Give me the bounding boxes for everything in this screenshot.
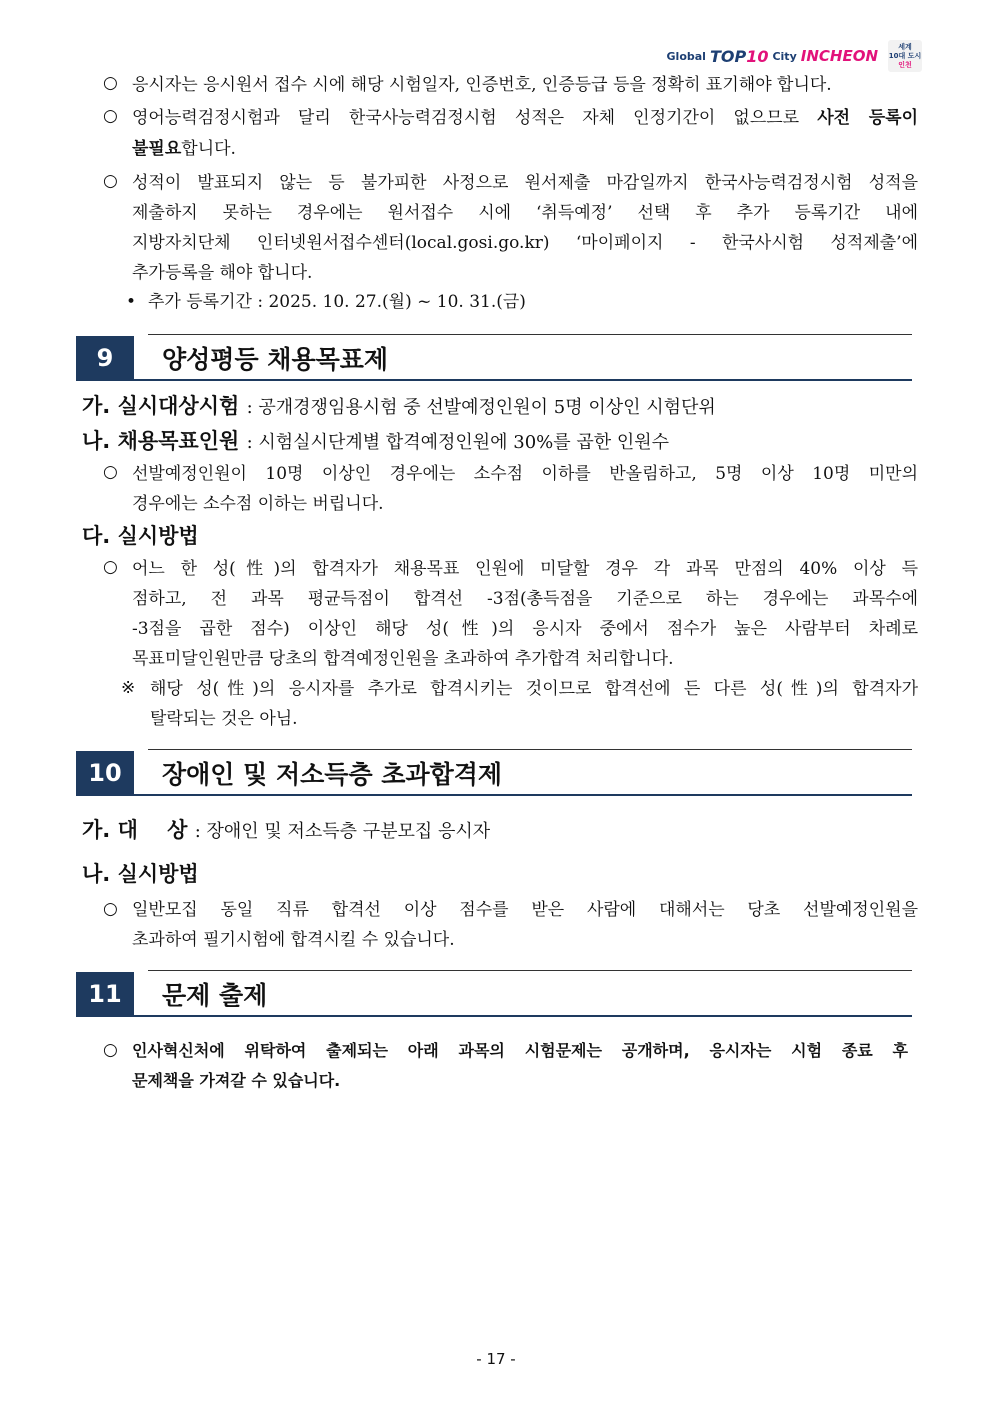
section-10-top-rule bbox=[148, 749, 912, 750]
bullet-circle: ○ bbox=[103, 1040, 118, 1060]
logo-top10-text: TOP10 bbox=[709, 46, 769, 66]
section-10-item-a: 가. 대 상 : 장애인 및 저소득층 구분모집 응시자 bbox=[82, 818, 491, 842]
intro-paragraph-3-line1: 성적이 발표되지 않는 등 불가피한 사정으로 원서제출 마감일까지 한국사능력검정시험 성적을 bbox=[132, 173, 918, 193]
bullet-circle: ○ bbox=[103, 557, 118, 577]
section-9-item-b-note-line1: 선발예정인원이 10명 이상인 경우에는 소수점 이하를 반올림하고, 5명 이상 10명 미만의 bbox=[132, 464, 918, 484]
logo-city-text: City bbox=[772, 49, 797, 63]
bullet-circle: ○ bbox=[103, 106, 118, 126]
section-9-top-rule bbox=[148, 334, 912, 335]
section-10-item-b: 나. 실시방법 bbox=[82, 862, 199, 886]
section-9-item-c: 다. 실시방법 bbox=[82, 524, 199, 548]
section-9-item-c-line3: -3점을 곱한 점수) 이상인 해당 성(性)의 응시자 중에서 점수가 높은 사람부터 차례로 bbox=[132, 619, 918, 639]
section-10-title: 장애인 및 저소득층 초과합격제 bbox=[162, 760, 503, 789]
section-9-note-line2: 탈락되는 것은 아님. bbox=[150, 709, 298, 729]
section-11-bottom-rule bbox=[76, 1015, 912, 1017]
intro-paragraph-3-line4: 추가등록을 해야 합니다. bbox=[132, 263, 313, 283]
intro-paragraph-1: 응시자는 응시원서 접수 시에 해당 시험일자, 인증번호, 인증등급 등을 정확히 표기해야 합니다. bbox=[132, 75, 832, 95]
section-9-item-c-line4: 목표미달인원만큼 당초의 합격예정인원을 초과하여 추가합격 처리합니다. bbox=[132, 649, 674, 669]
section-9-bottom-rule bbox=[76, 379, 912, 381]
intro-paragraph-2-line2: 불필요합니다. bbox=[132, 139, 236, 159]
section-9-item-a: 가. 실시대상시험 : 공개경쟁임용시험 중 선발예정인원이 5명 이상인 시험단위 bbox=[82, 394, 716, 418]
logo-badge: 세계 10대 도시 인천 bbox=[888, 40, 922, 72]
section-9-item-c-line1: 어느 한 성(性)의 합격자가 채용목표 인원에 미달할 경우 각 과목 만점의 40% 이상 득 bbox=[132, 559, 918, 579]
section-9-note-line1: 해당 성(性)의 응시자를 추가로 합격시키는 것이므로 합격선에 든 다른 성(性)의 합격자가 bbox=[150, 679, 918, 699]
header-logo bbox=[667, 40, 922, 72]
section-11-paragraph-line1: 인사혁신처에 위탁하여 출제되는 아래 과목의 시험문제는 공개하며, 응시자는 시험 종료 후 bbox=[132, 1041, 908, 1060]
bullet-circle: ○ bbox=[103, 171, 118, 191]
section-10-item-b-line1: 일반모집 동일 직류 합격선 이상 점수를 받은 사람에 대해서는 당초 선발예정인원을 bbox=[132, 900, 918, 920]
bullet-circle: ○ bbox=[103, 73, 118, 93]
logo-global-text: Global bbox=[666, 49, 706, 63]
bullet-circle: ○ bbox=[103, 899, 118, 919]
page-number: - 17 - bbox=[476, 1350, 516, 1368]
bullet-dot: • bbox=[126, 292, 137, 312]
section-9-item-b: 나. 채용목표인원 : 시험실시단계별 합격예정인원에 30%를 곱한 인원수 bbox=[82, 429, 670, 453]
logo-incheon-text: INCHEON bbox=[800, 47, 878, 65]
section-10-bottom-rule bbox=[76, 794, 912, 796]
section-9-title: 양성평등 채용목표제 bbox=[162, 345, 389, 374]
intro-paragraph-3-line2: 제출하지 못하는 경우에는 원서접수 시에 ‘취득예정’ 선택 후 추가 등록기간 내에 bbox=[132, 203, 918, 223]
intro-paragraph-3-line3: 지방자치단체 인터넷원서접수센터(local.gosi.go.kr) ‘마이페이지 - 한국사시험 성적제출’에 bbox=[132, 233, 918, 253]
section-11-title: 문제 출제 bbox=[162, 981, 268, 1010]
section-11-paragraph-line2: 문제책을 가져갈 수 있습니다. bbox=[132, 1071, 341, 1090]
section-10-number: 10 bbox=[76, 751, 134, 795]
note-mark: ※ bbox=[121, 678, 136, 698]
intro-registration-period: 추가 등록기간 : 2025. 10. 27.(월) ~ 10. 31.(금) bbox=[148, 292, 526, 312]
intro-paragraph-2-line1: 영어능력검정시험과 달리 한국사능력검정시험 성적은 자체 인정기간이 없으므로 사전 등록이 bbox=[132, 108, 919, 128]
section-10-item-b-line2: 초과하여 필기시험에 합격시킬 수 있습니다. bbox=[132, 930, 455, 950]
section-11-top-rule bbox=[148, 970, 912, 971]
bullet-circle: ○ bbox=[103, 462, 118, 482]
section-11-number: 11 bbox=[76, 972, 134, 1016]
section-9-item-c-line2: 점하고, 전 과목 평균득점이 합격선 -3점(총득점을 기준으로 하는 경우에는 과목수에 bbox=[132, 589, 918, 609]
section-9-item-b-note-line2: 경우에는 소수점 이하는 버립니다. bbox=[132, 494, 384, 514]
section-9-number: 9 bbox=[76, 336, 134, 380]
